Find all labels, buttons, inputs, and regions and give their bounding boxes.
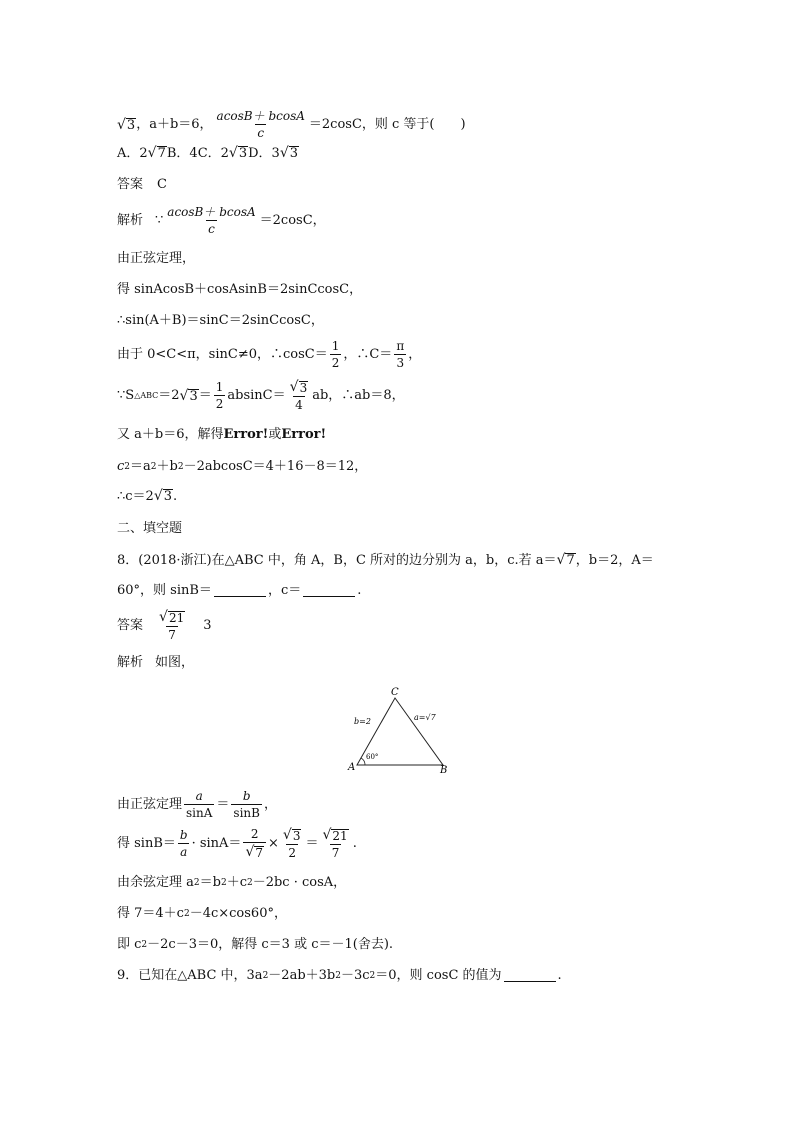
text: －2c－3＝0，解得 c＝3 或 c＝－1(舍去). (147, 937, 394, 952)
text: B．4C．2 (166, 145, 229, 161)
angle-arc (361, 758, 365, 765)
text-line (117, 828, 357, 859)
text: －2ab＋3b (268, 968, 336, 983)
text: . (173, 488, 178, 504)
text-line: c 2 ＝a 2 ＋b 2 －2abcosC＝4＋16－8＝12， (117, 459, 368, 474)
text: ，a＋b＝6， (136, 117, 213, 132)
fraction: $\frac{\pi}{3}$ (396, 339, 405, 370)
answer-value: C (157, 177, 167, 192)
fraction: √ 21 7 (322, 827, 348, 860)
text: 由正弦定理 (117, 797, 183, 812)
text: ＝b (199, 875, 221, 890)
text: 9．已知在△ABC 中，3a (117, 968, 263, 983)
text: ，c＝ (267, 583, 302, 598)
answer-blank[interactable] (504, 969, 556, 982)
options (117, 146, 299, 160)
text: 二、填空题 (117, 521, 183, 536)
text-line (117, 428, 326, 441)
text: ＝0，则 cosC 的值为 (375, 968, 502, 983)
fraction: $\frac{1}{2}$ (215, 380, 224, 411)
sqrt-7: √ 7 (147, 145, 166, 161)
vertex-B: B (440, 765, 448, 776)
answer-blank[interactable] (303, 584, 355, 597)
text-line: 由余弦定理 a 2 ＝b 2 ＋c 2 －2bc · cosA， (117, 875, 347, 890)
text: ＝ (198, 388, 212, 403)
text: ＝ (305, 836, 319, 851)
text: 得 sinB＝ (117, 836, 176, 851)
vertex-C: C (391, 687, 399, 698)
text: 60°，则 sinB＝ (117, 583, 212, 598)
section-heading (117, 522, 182, 535)
problem-9: 9．已知在△ABC 中，3a 2 －2ab＋3b 2 －3c 2 ＝0，则 cosC 的值为 . (117, 968, 562, 983)
angle-label: 60° (366, 753, 379, 761)
text: ， (263, 797, 277, 812)
text: . (557, 968, 562, 983)
text: 由余弦定理 a (117, 875, 194, 890)
answer-value: 3 (203, 618, 212, 633)
text-line (117, 283, 362, 296)
fraction: $\frac{acosB+ bcosA}{c}$ (167, 205, 256, 236)
text: 即 c (117, 937, 142, 952)
text: －3c (340, 968, 370, 983)
fraction: $\frac{1}{2}$ (331, 339, 340, 370)
analysis-8 (117, 656, 194, 669)
sqrt-3: √ 3 (279, 145, 299, 161)
text: 得 7＝4＋c (117, 906, 184, 921)
text: ＋b (156, 459, 178, 474)
sqrt-3: √ 3 (153, 488, 173, 504)
sqrt-3: √ 3 (117, 116, 136, 133)
fraction: √ 21 7 (159, 609, 185, 642)
text: × (268, 836, 279, 851)
text: ，∴C＝ (343, 347, 393, 362)
fraction: √ 3 4 (289, 379, 308, 412)
text: 由于 0<C<π，sinC≠0，∴cosC＝ (117, 347, 328, 362)
text: 8．(2018·浙江)在△ABC 中，角 A，B，C 所对的边分别为 a，b，c.若 a＝ (117, 552, 557, 568)
vertex-A: A (348, 762, 356, 773)
answer-label: 答案 (117, 618, 144, 633)
text: ＝2cosC， (259, 213, 326, 228)
fraction: √ 3 2 (282, 827, 301, 860)
fraction: $\frac{acosB+ bcosA}{c}$ (216, 109, 305, 140)
text-line: 得 7＝4＋c 2 －4c×cos60°， (117, 906, 287, 921)
text-line (117, 252, 195, 265)
fraction: $\frac{b}{a}$ (179, 828, 188, 859)
fraction: 2 √ 7 (243, 828, 266, 859)
triangle-figure (345, 686, 455, 776)
problem-8-cont (117, 584, 361, 597)
fraction: $\frac{a}{\sin A}$ (186, 789, 213, 820)
text: 由正弦定理， (117, 251, 196, 266)
text: ∵S (117, 388, 135, 403)
text: 如图， (155, 655, 195, 670)
answer-8 (117, 610, 212, 641)
side-a-label: a=√7 (414, 713, 436, 722)
text: c (117, 459, 125, 474)
error-field: Error! (281, 427, 327, 442)
text: ∵ (155, 213, 164, 228)
text: ab，∴ab＝8， (312, 388, 405, 403)
answer-blank[interactable] (214, 584, 266, 597)
text: ＝2 (158, 388, 180, 403)
text-line (117, 340, 421, 369)
text-line: 即 c 2 －2c－3＝0，解得 c＝3 或 c＝－1(舍去). (117, 937, 394, 952)
text: －2bc · cosA， (252, 875, 347, 890)
analysis-7-start (117, 206, 326, 235)
side-b-label: b=2 (354, 717, 371, 726)
text: ∴c＝2 (117, 488, 154, 504)
sqrt-7: √ 7 (556, 552, 575, 568)
text-line (117, 790, 277, 819)
text-line: ∵S △ABC ＝2 √ 3 ＝ $\frac{1}{2}$ absinC＝ √ 3 4 ab，∴ab＝8， (117, 379, 405, 412)
analysis-label: 解析 (117, 213, 144, 228)
text-line (117, 314, 324, 327)
text: 或 (268, 427, 282, 442)
text: . (352, 836, 357, 851)
text: D．3 (248, 145, 280, 161)
text: . (357, 583, 362, 598)
text-line (117, 489, 177, 503)
text: －2abcosC＝4＋16－8＝12， (183, 459, 368, 474)
text: ＝a (130, 459, 151, 474)
text: －4c×cos60°， (189, 906, 287, 921)
text: ＝2cosC，则 c 等于( ) (308, 117, 466, 132)
text: ，b＝2，A＝ (575, 552, 654, 568)
error-field: Error! (223, 427, 269, 442)
text: · sinA＝ (191, 836, 242, 851)
text: absinC＝ (227, 388, 286, 403)
text: ∴sin(A＋B)＝sinC＝2sinCcosC， (117, 313, 324, 328)
answer-label: 答案 (117, 177, 144, 192)
sqrt-3: √ 3 (228, 145, 248, 161)
fraction: $\frac{b}{\sin B}$ (233, 789, 260, 820)
problem-8 (117, 553, 654, 567)
text: ＝ (216, 797, 230, 812)
answer-7 (117, 178, 167, 191)
problem-7-condition (117, 110, 466, 139)
sqrt-3: √ 3 (179, 387, 198, 404)
text: A．2 (117, 145, 148, 161)
text: 得 sinAcosB＋cosAsinB＝2sinCcosC， (117, 282, 363, 297)
text: ， (408, 347, 422, 362)
text: 又 a＋b＝6，解得 (117, 427, 224, 442)
analysis-label: 解析 (117, 655, 144, 670)
text: ＋c (226, 875, 247, 890)
